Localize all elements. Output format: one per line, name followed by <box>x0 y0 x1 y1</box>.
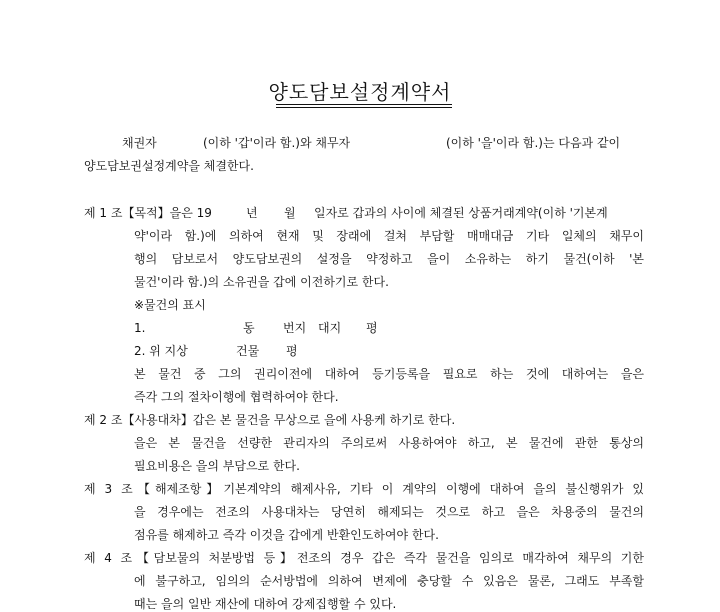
item1-number: 1. <box>134 321 146 335</box>
title-underline-second <box>276 107 452 108</box>
item2-head: 2. 위 지상 <box>134 344 188 358</box>
item2-pyeong: 평 <box>286 344 298 358</box>
document-title: 양도담보설정계약서 <box>268 80 452 104</box>
article1-month: 월 <box>284 206 296 220</box>
article3-line3: 점유를 해제하고 즉각 이것을 갑에게 반환인도하여야 한다. <box>134 528 439 542</box>
article1-line5: 본 물건 중 그의 권리이전에 대하여 등기등록을 필요로 하는 것에 대하여는 을은 <box>134 367 644 381</box>
article1-day-text: 일자로 갑과의 사이에 체결된 상품거래계약(이하 '기본계 <box>314 206 608 220</box>
item2-building: 건물 <box>236 344 260 358</box>
item1-dong: 동 <box>243 321 255 335</box>
preamble-creditor-label: 채권자 <box>122 136 157 150</box>
article4-line3: 때는 을의 일반 재산에 대하여 강제집행할 수 있다. <box>134 597 397 611</box>
article1-line6: 즉각 그의 절차이행에 협력하여야 한다. <box>134 390 339 404</box>
article2-line2: 을은 본 물건을 선량한 관리자의 주의로써 사용하여야 하고, 본 물건에 관한 통상의 <box>134 436 644 450</box>
article1-line3: 행의 담보로서 양도담보권의 설정을 약정하고 을이 소유하는 하기 물건(이하 '본 <box>134 252 644 266</box>
title-underline <box>276 104 452 105</box>
article1-year: 년 <box>246 206 258 220</box>
article3-line1: 제 3 조【해제조항】기본계약의 해제사유, 기타 이 계약의 이행에 대하여 을의 불신행위가 있 <box>84 482 644 496</box>
article2-line1: 제 2 조【사용대차】갑은 본 물건을 무상으로 을에 사용케 하기로 한다. <box>84 413 456 427</box>
article2-line3: 필요비용은 을의 부담으로 한다. <box>134 459 300 473</box>
article4-line1: 제 4 조【담보물의 처분방법 등】전조의 경우 갑은 즉각 물건을 임의로 매각하여 채무의 기한 <box>84 551 644 565</box>
article1-line4: 물건'이라 함.)의 소유권을 갑에 이전하기로 한다. <box>134 275 389 289</box>
article4-line2: 에 불구하고, 임의의 순서방법에 의하여 변제에 충당할 수 있음은 물론, 그래도 부족할 <box>134 574 644 588</box>
item1-pyeong: 평 <box>366 321 378 335</box>
preamble-debtor-alias: (이하 '을'이라 함.)는 다음과 같이 <box>446 136 621 150</box>
preamble-creditor-alias: (이하 '갑'이라 함.)와 채무자 <box>203 136 351 150</box>
article3-line2: 을 경우에는 전조의 사용대차는 당연히 해제되는 것으로 하고 을은 차용중의 물건의 <box>134 505 644 519</box>
article1-line2: 약'이라 함.)에 의하여 현재 및 장래에 걸쳐 부담할 매매대금 기타 일체의 채무이 <box>134 229 644 243</box>
article1-note-head: ※물건의 표시 <box>134 298 206 312</box>
article1-head: 제 1 조【목적】을은 19 <box>84 206 212 220</box>
preamble-line2: 양도담보권설정계약을 체결한다. <box>84 159 254 173</box>
item1-beonji: 번지 <box>283 321 307 335</box>
item1-daeji: 대지 <box>318 321 342 335</box>
